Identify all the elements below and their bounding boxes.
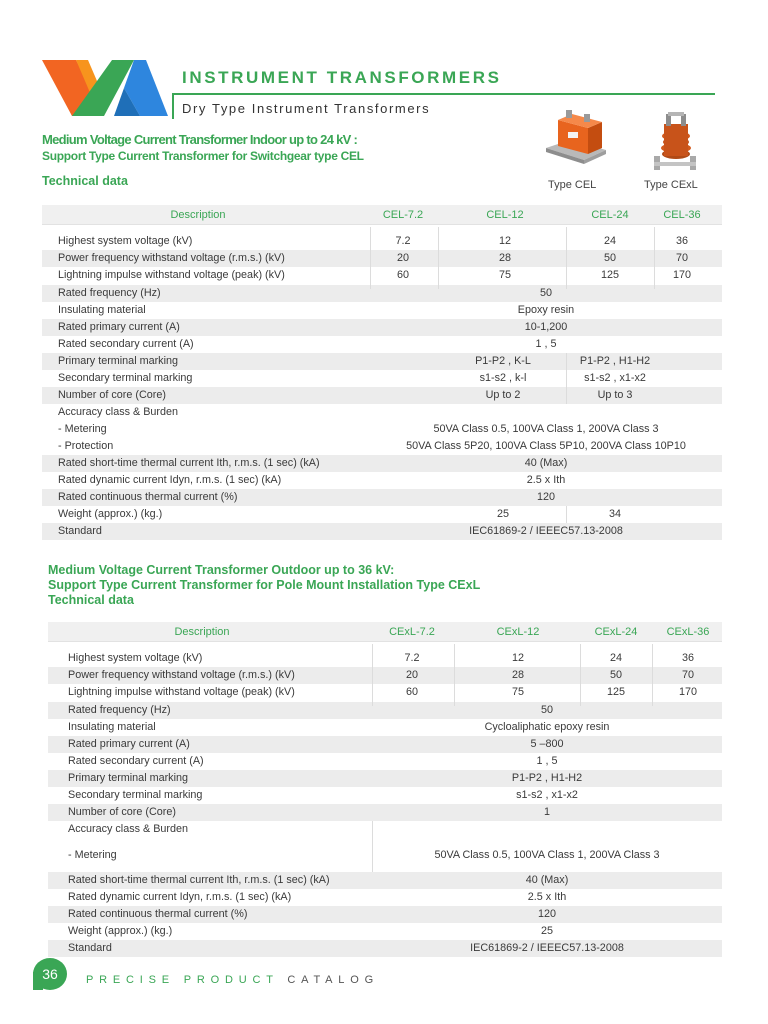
row-label: Rated frequency (Hz) bbox=[68, 704, 171, 716]
column-header: CExL-12 bbox=[496, 626, 540, 638]
table-row bbox=[48, 889, 722, 906]
table-row bbox=[48, 838, 722, 872]
cell-value: 170 bbox=[672, 269, 691, 281]
cell-value: s1-s2 , x1-x2 bbox=[584, 372, 646, 384]
row-label: Standard bbox=[68, 942, 112, 954]
cell-value: 125 bbox=[606, 686, 625, 698]
cell-value: 50VA Class 0.5, 100VA Class 1, 200VA Class 3 bbox=[433, 423, 659, 435]
cell-value: 70 bbox=[675, 252, 688, 264]
cell-value: 20 bbox=[396, 252, 409, 264]
section1-subtitle: Support Type Current Transformer for Switchgear type CEL bbox=[42, 149, 364, 163]
row-label: Primary terminal marking bbox=[68, 772, 188, 784]
cell-value: 40 (Max) bbox=[525, 874, 569, 886]
table-row bbox=[48, 872, 722, 889]
column-header: CEL-12 bbox=[486, 209, 524, 221]
cell-value: 50 bbox=[609, 669, 622, 681]
cell-value: Up to 2 bbox=[485, 389, 521, 401]
table-row bbox=[48, 821, 722, 838]
column-separator bbox=[372, 644, 373, 706]
row-label: - Metering bbox=[68, 849, 117, 861]
cell-value: 75 bbox=[511, 686, 524, 698]
cell-value: 24 bbox=[609, 652, 622, 664]
header-rule bbox=[172, 93, 715, 95]
row-label: Rated dynamic current Idyn, r.m.s. (1 sec) (kA) bbox=[58, 474, 282, 486]
cell-value: 60 bbox=[396, 269, 409, 281]
cell-value: 50 bbox=[603, 252, 616, 264]
row-label: Insulating material bbox=[58, 304, 146, 316]
cell-value: 5 –800 bbox=[530, 738, 564, 750]
section2-technical-data: Technical data bbox=[48, 593, 134, 607]
column-header: CEL-36 bbox=[663, 209, 701, 221]
header-rule-tick bbox=[172, 93, 174, 119]
table-row bbox=[48, 906, 722, 923]
table-row bbox=[42, 302, 722, 319]
column-header: CExL-7.2 bbox=[389, 626, 435, 638]
row-label: Power frequency withstand voltage (r.m.s.) (kV) bbox=[58, 252, 285, 264]
column-separator bbox=[566, 353, 567, 404]
footer-catalog-label bbox=[86, 974, 379, 986]
cell-value: 24 bbox=[603, 235, 616, 247]
table-row bbox=[48, 667, 722, 684]
cell-value: 10-1,200 bbox=[524, 321, 568, 333]
table-row bbox=[42, 404, 722, 421]
cell-value: 25 bbox=[540, 925, 553, 937]
cell-value: 20 bbox=[405, 669, 418, 681]
column-header: CExL-24 bbox=[594, 626, 638, 638]
table-row bbox=[48, 804, 722, 821]
cell-value: P1-P2 , H1-H2 bbox=[579, 355, 651, 367]
row-label: Rated short-time thermal current Ith, r.m.s. (1 sec) (kA) bbox=[58, 457, 320, 469]
column-separator bbox=[454, 644, 455, 706]
table-row bbox=[48, 684, 722, 701]
row-label: Rated short-time thermal current Ith, r.m.s. (1 sec) (kA) bbox=[68, 874, 330, 886]
footer-word-precise-product: PRECISE PRODUCT bbox=[86, 974, 279, 986]
cell-value: 75 bbox=[498, 269, 511, 281]
section2-subtitle: Support Type Current Transformer for Pole Mount Installation Type CExL bbox=[48, 578, 481, 592]
row-label: Rated dynamic current Idyn, r.m.s. (1 sec) (kA) bbox=[68, 891, 292, 903]
cell-value: Cycloaliphatic epoxy resin bbox=[484, 721, 610, 733]
cell-value: s1-s2 , x1-x2 bbox=[516, 789, 578, 801]
cell-value: 170 bbox=[678, 686, 697, 698]
table-row bbox=[42, 387, 722, 404]
section1-title: Medium Voltage Current Transformer Indoor up to 24 kV : bbox=[42, 132, 358, 147]
row-label: Secondary terminal marking bbox=[68, 789, 203, 801]
column-separator bbox=[372, 821, 373, 872]
row-label: Primary terminal marking bbox=[58, 355, 178, 367]
row-label: Rated secondary current (A) bbox=[68, 755, 204, 767]
cell-value: 25 bbox=[496, 508, 509, 520]
cell-value: 2.5 x Ith bbox=[527, 891, 567, 903]
table-row bbox=[48, 650, 722, 667]
cell-value: Up to 3 bbox=[597, 389, 633, 401]
cell-value: 50VA Class 5P20, 100VA Class 5P10, 200VA Class 10P10 bbox=[406, 440, 686, 452]
column-separator bbox=[566, 506, 567, 523]
table-row bbox=[42, 267, 722, 284]
table-row bbox=[42, 319, 722, 336]
table-row bbox=[42, 523, 722, 540]
cell-value: 1 , 5 bbox=[535, 338, 557, 350]
column-header: CEL-24 bbox=[591, 209, 629, 221]
cell-value: 60 bbox=[405, 686, 418, 698]
row-label: Rated primary current (A) bbox=[58, 321, 180, 333]
cell-value: 50 bbox=[539, 287, 552, 299]
cell-value: 125 bbox=[600, 269, 619, 281]
cell-value: 28 bbox=[498, 252, 511, 264]
cell-value: 36 bbox=[681, 652, 694, 664]
cell-value: P1-P2 , H1-H2 bbox=[511, 772, 583, 784]
row-label: Number of core (Core) bbox=[58, 389, 167, 401]
table-header-row bbox=[48, 622, 722, 642]
table-row bbox=[42, 250, 722, 267]
table-header-row bbox=[42, 205, 722, 225]
column-separator bbox=[654, 227, 655, 289]
column-header: CExL-36 bbox=[666, 626, 710, 638]
cell-value: 120 bbox=[536, 491, 555, 503]
cell-value: 12 bbox=[498, 235, 511, 247]
row-label: Rated secondary current (A) bbox=[58, 338, 194, 350]
type-cel-image bbox=[544, 108, 608, 168]
table-row bbox=[42, 353, 722, 370]
row-label: Rated continuous thermal current (%) bbox=[58, 491, 238, 503]
row-label: Highest system voltage (kV) bbox=[58, 235, 193, 247]
cell-value: 120 bbox=[537, 908, 556, 920]
cel-technical-table bbox=[42, 205, 722, 540]
table-row bbox=[42, 370, 722, 387]
cell-value: 12 bbox=[511, 652, 524, 664]
table-row bbox=[48, 787, 722, 804]
table-row bbox=[42, 421, 722, 438]
row-label: Accuracy class & Burden bbox=[58, 406, 179, 418]
page-title: INSTRUMENT TRANSFORMERS bbox=[182, 68, 502, 87]
cell-value: P1-P2 , K-L bbox=[475, 355, 531, 367]
row-label: Accuracy class & Burden bbox=[68, 823, 189, 835]
type-cel-caption: Type CEL bbox=[548, 179, 597, 191]
cell-value: 1 , 5 bbox=[536, 755, 558, 767]
table-row bbox=[48, 753, 722, 770]
type-cexl-caption: Type CExL bbox=[644, 179, 698, 191]
row-label: Weight (approx.) (kg.) bbox=[58, 508, 163, 520]
column-header: Description bbox=[174, 626, 230, 638]
company-logo bbox=[42, 58, 172, 118]
row-label: Standard bbox=[58, 525, 102, 537]
table-row bbox=[48, 702, 722, 719]
column-header: CEL-7.2 bbox=[382, 209, 424, 221]
row-label: Power frequency withstand voltage (r.m.s.) (kV) bbox=[68, 669, 295, 681]
cell-value: IEC61869-2 / IEEEC57.13-2008 bbox=[470, 942, 624, 954]
table-row bbox=[42, 455, 722, 472]
cell-value: 7.2 bbox=[404, 652, 420, 664]
row-label: Weight (approx.) (kg.) bbox=[68, 925, 173, 937]
cell-value: 50 bbox=[540, 704, 553, 716]
row-label: Insulating material bbox=[68, 721, 156, 733]
table-row bbox=[48, 923, 722, 940]
cell-value: 40 (Max) bbox=[524, 457, 568, 469]
table-row bbox=[42, 472, 722, 489]
table-row bbox=[48, 770, 722, 787]
row-label: - Metering bbox=[58, 423, 107, 435]
column-separator bbox=[652, 644, 653, 706]
cell-value: Epoxy resin bbox=[517, 304, 575, 316]
table-row bbox=[42, 233, 722, 250]
page-subtitle: Dry Type Instrument Transformers bbox=[182, 101, 431, 116]
cell-value: 34 bbox=[608, 508, 621, 520]
table-row bbox=[48, 736, 722, 753]
row-label: Secondary terminal marking bbox=[58, 372, 193, 384]
page-number: 36 bbox=[33, 958, 67, 990]
row-label: Lightning impulse withstand voltage (peak) (kV) bbox=[58, 269, 285, 281]
cell-value: 2.5 x Ith bbox=[526, 474, 566, 486]
cell-value: 50VA Class 0.5, 100VA Class 1, 200VA Class 3 bbox=[434, 849, 660, 861]
table-row bbox=[48, 940, 722, 957]
row-label: Number of core (Core) bbox=[68, 806, 177, 818]
row-label: - Protection bbox=[58, 440, 114, 452]
row-label: Rated primary current (A) bbox=[68, 738, 190, 750]
cell-value: 7.2 bbox=[395, 235, 411, 247]
table-row bbox=[42, 336, 722, 353]
footer-word-catalog: CATALOG bbox=[287, 974, 379, 986]
table-row bbox=[42, 285, 722, 302]
cell-value: 1 bbox=[543, 806, 550, 818]
column-separator bbox=[580, 644, 581, 706]
column-header: Description bbox=[170, 209, 226, 221]
section2-title: Medium Voltage Current Transformer Outdoor up to 36 kV: bbox=[48, 563, 395, 577]
cell-value: 28 bbox=[511, 669, 524, 681]
table-row bbox=[42, 489, 722, 506]
table-row bbox=[42, 506, 722, 523]
row-label: Highest system voltage (kV) bbox=[68, 652, 203, 664]
cell-value: IEC61869-2 / IEEEC57.13-2008 bbox=[469, 525, 623, 537]
column-separator bbox=[566, 227, 567, 289]
row-label: Rated continuous thermal current (%) bbox=[68, 908, 248, 920]
cell-value: 36 bbox=[675, 235, 688, 247]
column-separator bbox=[370, 227, 371, 289]
cexl-technical-table bbox=[48, 622, 722, 958]
table-row bbox=[48, 719, 722, 736]
table-row bbox=[42, 438, 722, 455]
type-cexl-image bbox=[650, 110, 704, 174]
row-label: Lightning impulse withstand voltage (peak) (kV) bbox=[68, 686, 295, 698]
section1-technical-data: Technical data bbox=[42, 174, 128, 188]
cell-value: 70 bbox=[681, 669, 694, 681]
column-separator bbox=[438, 227, 439, 289]
row-label: Rated frequency (Hz) bbox=[58, 287, 161, 299]
cell-value: s1-s2 , k-l bbox=[479, 372, 527, 384]
